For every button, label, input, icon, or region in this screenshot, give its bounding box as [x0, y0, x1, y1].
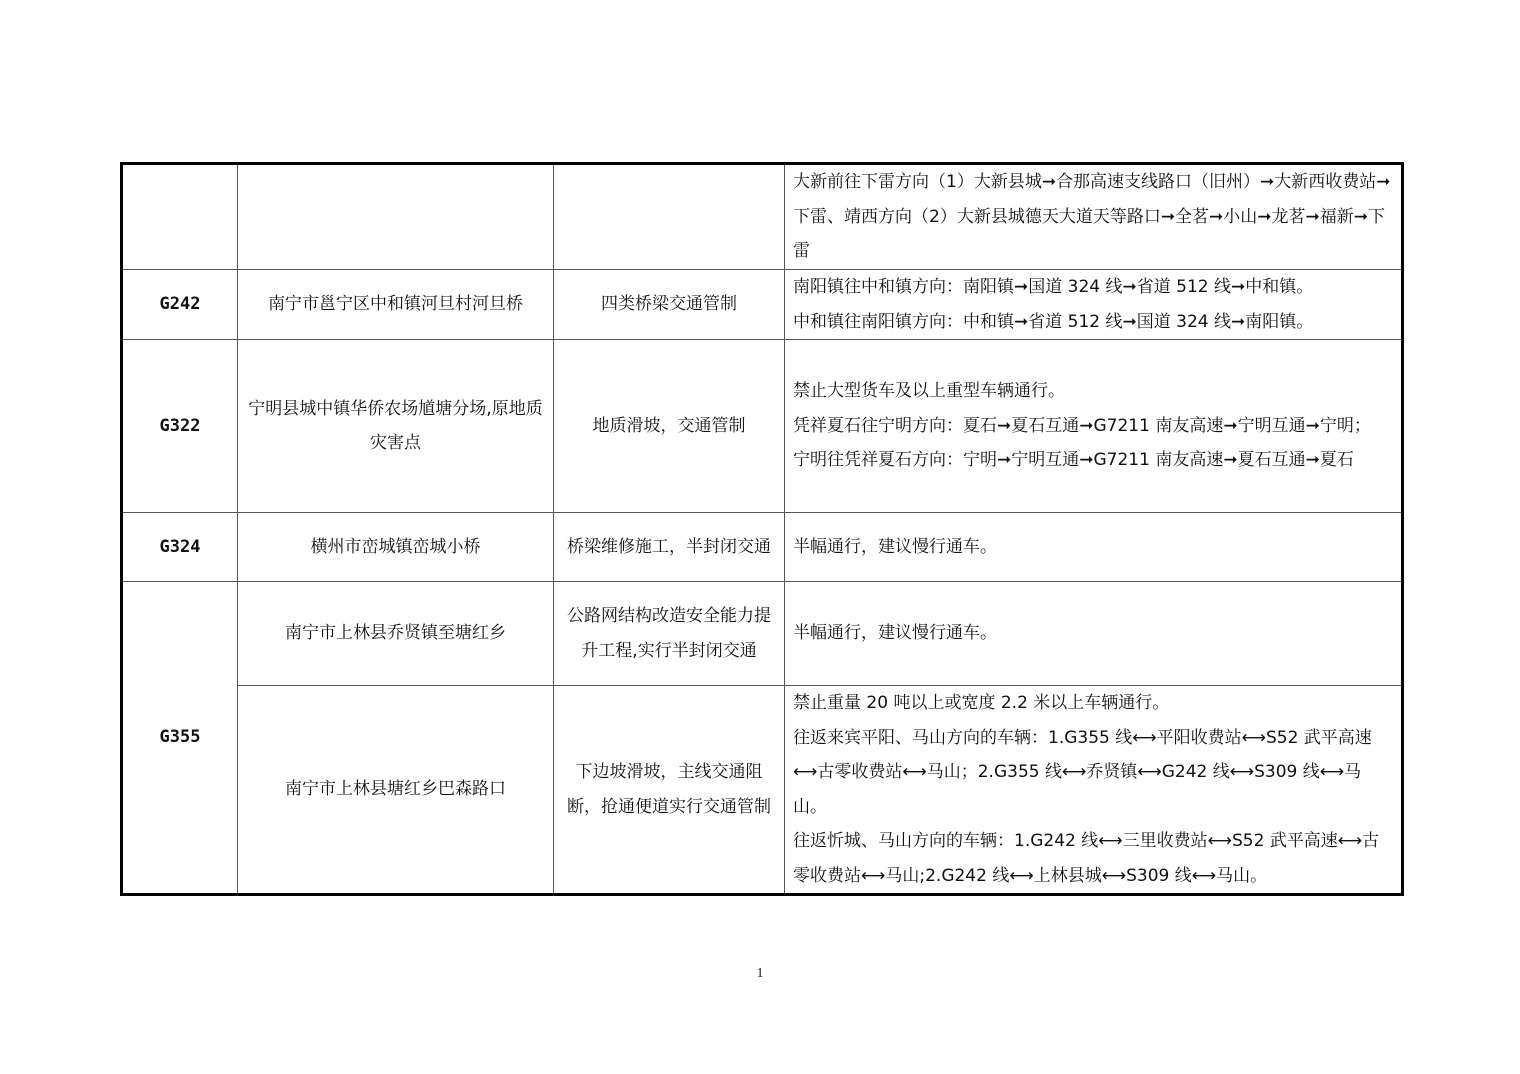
control-type-cell: 四类桥梁交通管制 [554, 270, 785, 340]
detour-line: 半幅通行，建议慢行通车。 [793, 623, 997, 644]
location-cell: 横州市峦城镇峦城小桥 [238, 513, 554, 582]
location-cell: 南宁市上林县塘红乡巴森路口 [238, 686, 554, 895]
road-cell: G355 [122, 582, 238, 895]
detour-line: 南阳镇往中和镇方向：南阳镇➞国道 324 线➞省道 512 线➞中和镇。 [793, 277, 1314, 297]
road-cell: G324 [122, 513, 238, 582]
detour-cell [785, 270, 1403, 340]
road-cell [122, 164, 238, 270]
table-row [122, 270, 1403, 340]
control-type-cell: 下边坡滑坡，主线交通阻断，抢通便道实行交通管制 [554, 686, 785, 895]
traffic-control-table [120, 162, 1404, 896]
detour-line: 禁止重量 20 吨以上或宽度 2.2 米以上车辆通行。 [793, 693, 1170, 713]
location-cell: 宁明县城中镇华侨农场馗塘分场,原地质灾害点 [238, 340, 554, 513]
control-type-cell [554, 164, 785, 270]
table-row [122, 340, 1403, 513]
detour-cell [785, 164, 1403, 270]
location-cell: 南宁市上林县乔贤镇至塘红乡 [238, 582, 554, 686]
detour-line: 凭祥夏石往宁明方向：夏石➞夏石互通➞G7211 南友高速➞宁明互通➞宁明； [793, 415, 1371, 436]
table-row [122, 513, 1403, 582]
detour-cell [785, 686, 1403, 895]
location-cell [238, 164, 554, 270]
road-cell: G322 [122, 340, 238, 513]
detour-cell [785, 582, 1403, 686]
control-type-cell: 公路网结构改造安全能力提升工程,实行半封闭交通 [554, 582, 785, 686]
table-row [122, 164, 1403, 270]
road-cell: G242 [122, 270, 238, 340]
detour-cell [785, 513, 1403, 582]
control-type-cell: 桥梁维修施工，半封闭交通 [554, 513, 785, 582]
table-row [122, 582, 1403, 686]
detour-cell [785, 340, 1403, 513]
control-type-cell: 地质滑坡，交通管制 [554, 340, 785, 513]
detour-line: 禁止大型货车及以上重型车辆通行。 [793, 381, 1065, 402]
detour-line: 往返忻城、马山方向的车辆：1.G242 线⟷三里收费站⟷S52 武平高速⟷古零收费站⟷马山;2.G242 线⟷上林县城⟷S309 线⟷马山。 [793, 831, 1380, 886]
detour-line: 中和镇往南阳镇方向：中和镇➞省道 512 线➞国道 324 线➞南阳镇。 [793, 311, 1314, 332]
table-row [122, 686, 1403, 895]
location-cell: 南宁市邕宁区中和镇河旦村河旦桥 [238, 270, 554, 340]
page-number: 1 [756, 966, 764, 981]
detour-line: 往返来宾平阳、马山方向的车辆：1.G355 线⟷平阳收费站⟷S52 武平高速⟷古零收费站⟷马山；2.G355 线⟷乔贤镇⟷G242 线⟷S309 线⟷马山。 [793, 727, 1372, 817]
detour-line: 宁明往凭祥夏石方向：宁明➞宁明互通➞G7211 南友高速➞夏石互通➞夏石 [793, 450, 1354, 471]
detour-line: 半幅通行，建议慢行通车。 [793, 536, 997, 557]
detour-line: 大新前往下雷方向（1）大新县城➞合那高速支线路口（旧州）➞大新西收费站➞下雷、靖西方向（2）大新县城德天大道天等路口➞全茗➞小山➞龙茗➞福新➞下雷 [793, 172, 1391, 262]
